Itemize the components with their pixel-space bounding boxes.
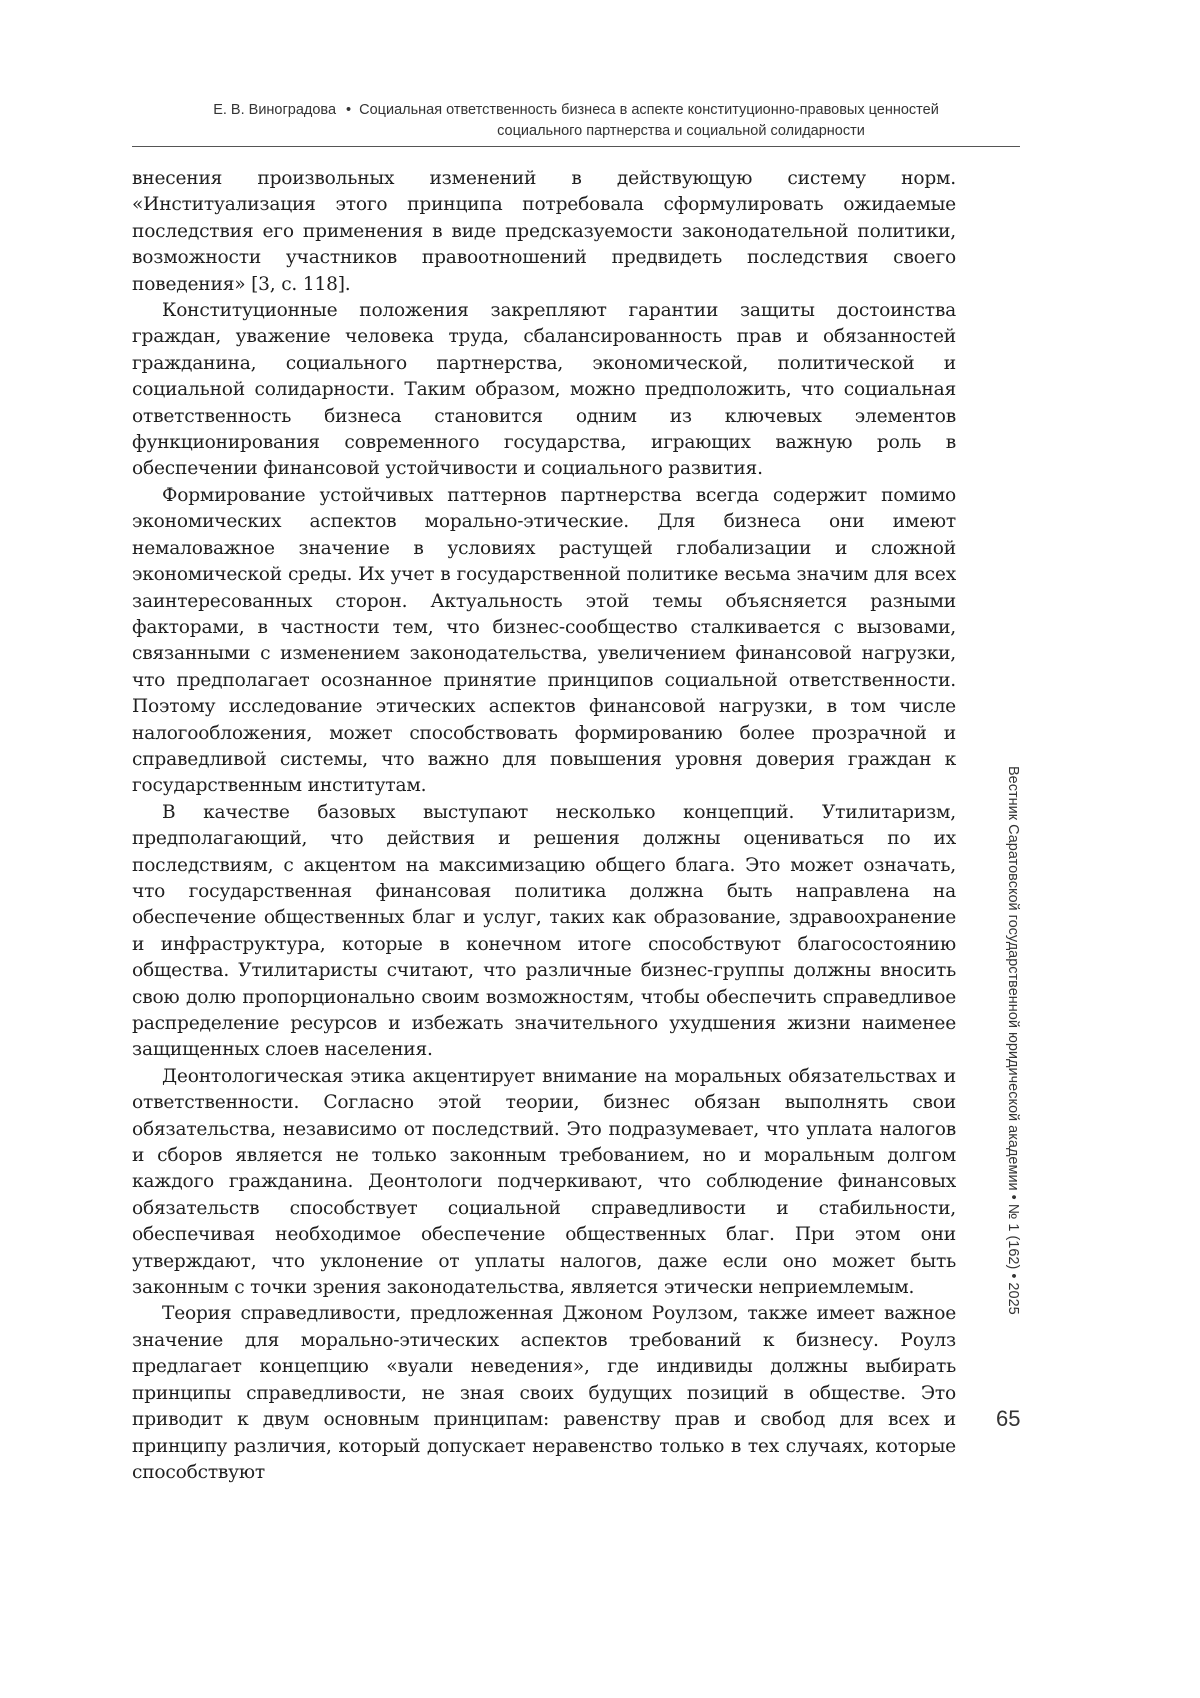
journal-sidebar-caption: Вестник Саратовской государственной юридической академии • № 1 (162) • 2025 <box>1004 766 1022 1315</box>
paragraph-5: Деонтологическая этика акцентирует внимание на моральных обязательствах и ответственности. Согласно этой теории, бизнес обязан выполнять свои обязательства, независимо от последствий. Это подразумевает, что уплата налогов и сборов является не только законным требованием, но и моральным долгом каждого гражданина. Деонтологи подчеркивают, что соблюдение финансовых обязательств способствует социальной справедливости и стабильности, обеспечивая необходимое обеспечение общественных благ. При этом они утверждают, что уклонение от уплаты налогов, даже если оно может быть законным с точки зрения законодательства, является этически неприемлемым. <box>132 1064 956 1302</box>
running-header <box>132 100 1020 142</box>
header-title-line-2: социального партнерства и социальной солидарности <box>132 121 1020 142</box>
header-bullet: • <box>346 102 351 118</box>
paragraph-6: Теория справедливости, предложенная Джоном Роулзом, также имеет важное значение для морально-этических аспектов требований к бизнесу. Роулз предлагает концепцию «вуали неведения», где индивиды должны выбирать принципы справедливости, не зная своих будущих позиций в обществе. Это приводит к двум основным принципам: равенству прав и свобод для всех и принципу различия, который допускает неравенство только в тех случаях, которые способствуют <box>132 1301 956 1486</box>
article-body <box>132 166 956 1486</box>
header-divider <box>132 146 1020 147</box>
paragraph-1: внесения произвольных изменений в действующую систему норм. «Институализация этого принципа потребовала сформулировать ожидаемые последствия его применения в виде предсказуемости законодательной политики, возможности участников правоотношений предвидеть последствия своего поведения» [3, с. 118]. <box>132 166 956 298</box>
header-title-line-1: Социальная ответственность бизнеса в аспекте конституционно-правовых ценностей <box>359 102 939 118</box>
header-author: Е. В. Виноградова <box>213 102 336 118</box>
page-number: 65 <box>996 1406 1020 1432</box>
paragraph-3: Формирование устойчивых паттернов партнерства всегда содержит помимо экономических аспектов морально-этические. Для бизнеса они имеют немаловажное значение в условиях растущей глобализации и сложной экономической среды. Их учет в государственной политике весьма значим для всех заинтересованных сторон. Актуальность этой темы объясняется разными факторами, в частности тем, что бизнес-сообщество сталкивается с вызовами, связанными с изменением законодательства, увеличением финансовой нагрузки, что предполагает осознанное принятие принципов социальной ответственности. Поэтому исследование этических аспектов финансовой нагрузки, в том числе налогообложения, может способствовать формированию более прозрачной и справедливой системы, что важно для повышения уровня доверия граждан к государственным институтам. <box>132 483 956 800</box>
paragraph-2: Конституционные положения закрепляют гарантии защиты достоинства граждан, уважение человека труда, сбалансированность прав и обязанностей гражданина, социального партнерства, экономической, политической и социальной солидарности. Таким образом, можно предположить, что социальная ответственность бизнеса становится одним из ключевых элементов функционирования современного государства, играющих важную роль в обеспечении финансовой устойчивости и социального развития. <box>132 298 956 483</box>
header-line-1 <box>132 100 1020 121</box>
paragraph-4: В качестве базовых выступают несколько концепций. Утилитаризм, предполагающий, что действия и решения должны оцениваться по их последствиям, с акцентом на максимизацию общего блага. Это может означать, что государственная финансовая политика должна быть направлена на обеспечение общественных благ и услуг, таких как образование, здравоохранение и инфраструктура, которые в конечном итоге способствуют благосостоянию общества. Утилитаристы считают, что различные бизнес-группы должны вносить свою долю пропорционально своим возможностям, чтобы обеспечить справедливое распределение ресурсов и избежать значительного ухудшения жизни наименее защищенных слоев населения. <box>132 800 956 1064</box>
